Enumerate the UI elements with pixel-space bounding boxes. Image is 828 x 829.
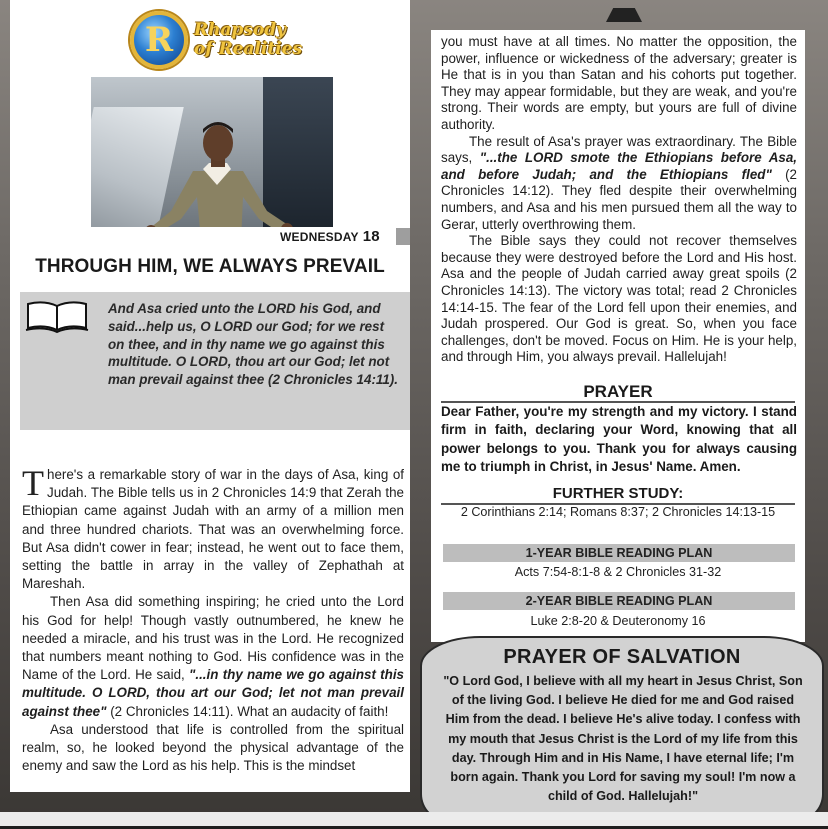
salvation-box bbox=[420, 636, 824, 822]
further-study-text: 2 Corinthians 2:14; Romans 8:37; 2 Chronicles 14:13-15 bbox=[460, 505, 776, 519]
paragraph: The result of Asa's prayer was extraordinary. The Bible says, "...the LORD smote the Ethiopians before Asa, and before Judah; and the Ethiopians fled" (2 Chronicles 14:12). They fled despite their overwhelming numbers, and Asa and his men pursued them all the way to Gerar, utterly overthrowing them. bbox=[441, 133, 797, 232]
scripture-quote: And Asa cried unto the LORD his God, and said...help us, O LORD our God; for we rest on thee, and in thy name we go against this multitude. O LORD, thou art our God; let not man prevail against thee (2 Chronicles 14:11). bbox=[108, 301, 398, 388]
paragraph: Asa understood that life is controlled from the spiritual realm, so, he looked beyond the physical advantage of the enemy and saw the Lord as his help. This is the mindset bbox=[22, 721, 404, 774]
one-year-plan-text: Acts 7:54-8:1-8 & 2 Chronicles 31-32 bbox=[514, 565, 722, 579]
date-accent-bar bbox=[396, 228, 410, 245]
open-book-icon bbox=[24, 298, 90, 334]
bible-quote: "...in thy name we go against this multitude. O LORD, thou art our God; let not man prevail against thee" bbox=[22, 667, 404, 719]
drop-cap: T bbox=[22, 463, 44, 503]
pastor-photo bbox=[91, 77, 333, 227]
logo-emblem-icon: R bbox=[130, 11, 188, 69]
brand-name-line1: Rhapsody bbox=[194, 20, 287, 40]
day-number: 18 bbox=[362, 228, 380, 245]
one-year-plan-label: 1-YEAR BIBLE READING PLAN bbox=[443, 544, 795, 562]
further-study-heading: FURTHER STUDY: bbox=[552, 485, 684, 502]
article-body-left bbox=[22, 463, 404, 775]
brand-name-line2: of Realities bbox=[194, 39, 303, 59]
prayer-text: Dear Father, you're my strength and my victory. I stand firm in faith, declaring your Word, knowing that all power belongs to you. Thank you for always causing me to triumph in Christ, in Jesus' Name. Amen. bbox=[441, 404, 797, 475]
devotional-title: THROUGH HIM, WE ALWAYS PREVAIL bbox=[35, 256, 385, 277]
paragraph: The Bible says they could not recover themselves because they were destroyed before the Lord and His host. Asa and the people of Judah carried away great spoils (2 Chronicles 14:13). The victory was total; read 2 Chronicles 14:14-15. The fear of the Lord fell upon their enemies, and Judah prospered. Our God is great. So, when you face challenges, don't be moved. Focus on Him. He is your help, and through Him, you always prevail. Hallelujah! bbox=[441, 233, 797, 365]
salvation-text: "O Lord God, I believe with all my heart in Jesus Christ, Son of the living God. I believe He died for me and God raised Him from the dead. I believe He's alive today. I confess with my mouth that Jesus Christ is the Lord of my life from this day. Through Him and in His Name, I have eternal life; I'm born again. Thank you Lord for saving my soul! I'm now a child of God. Hallelujah!" bbox=[443, 674, 803, 804]
weekday: WEDNESDAY bbox=[280, 230, 359, 244]
two-year-plan-label: 2-YEAR BIBLE READING PLAN bbox=[443, 592, 795, 610]
right-page bbox=[431, 30, 805, 642]
bible-quote: "...the LORD smote the Ethiopians before Asa, and before Judah; and the Ethiopians fled" bbox=[441, 150, 797, 182]
paragraph: There's a remarkable story of war in the days of Asa, king of Judah. The Bible tells us in 2 Chronicles 14:9 that Zerah the Ethiopian came against Judah with an army of a million men and three hundred chariots. That was an overwhelming force. But Asa didn't cower in fear; instead, he went out to face them, setting the battle in array in the valley of Zephathah at Mareshah. bbox=[22, 463, 404, 592]
paragraph: you must have at all times. No matter the opposition, the power, influence or wickedness of the adversary; greater is He that is in you than Satan and his cohorts put together. They may appear formidable, but they are weak, and you're strong. Their words are empty, but yours are full of divine authority. bbox=[441, 34, 797, 132]
paragraph: Then Asa did something inspiring; he cried unto the Lord his God for help! Though vastly outnumbered, he knew he needed a miracle, and his trust was in the Lord. He recognized that numbers meant nothing to God. His confidence was in the Name of the Lord. He said, "...in thy name we go against this multitude. O LORD, thou art our God; let not man prevail against thee" (2 Chronicles 14:11). What an audacity of faith! bbox=[22, 594, 404, 719]
article-body-right bbox=[441, 34, 797, 366]
prayer-heading: PRAYER bbox=[583, 382, 653, 401]
brand-name bbox=[194, 21, 302, 59]
left-page bbox=[10, 0, 410, 792]
date-label bbox=[280, 228, 380, 245]
brand-logo bbox=[130, 8, 310, 72]
scripture-box bbox=[20, 292, 410, 430]
salvation-heading: PRAYER OF SALVATION bbox=[503, 646, 741, 668]
two-year-plan-text: Luke 2:8-20 & Deuteronomy 16 bbox=[530, 614, 706, 628]
speaker-figure-icon bbox=[131, 111, 301, 227]
